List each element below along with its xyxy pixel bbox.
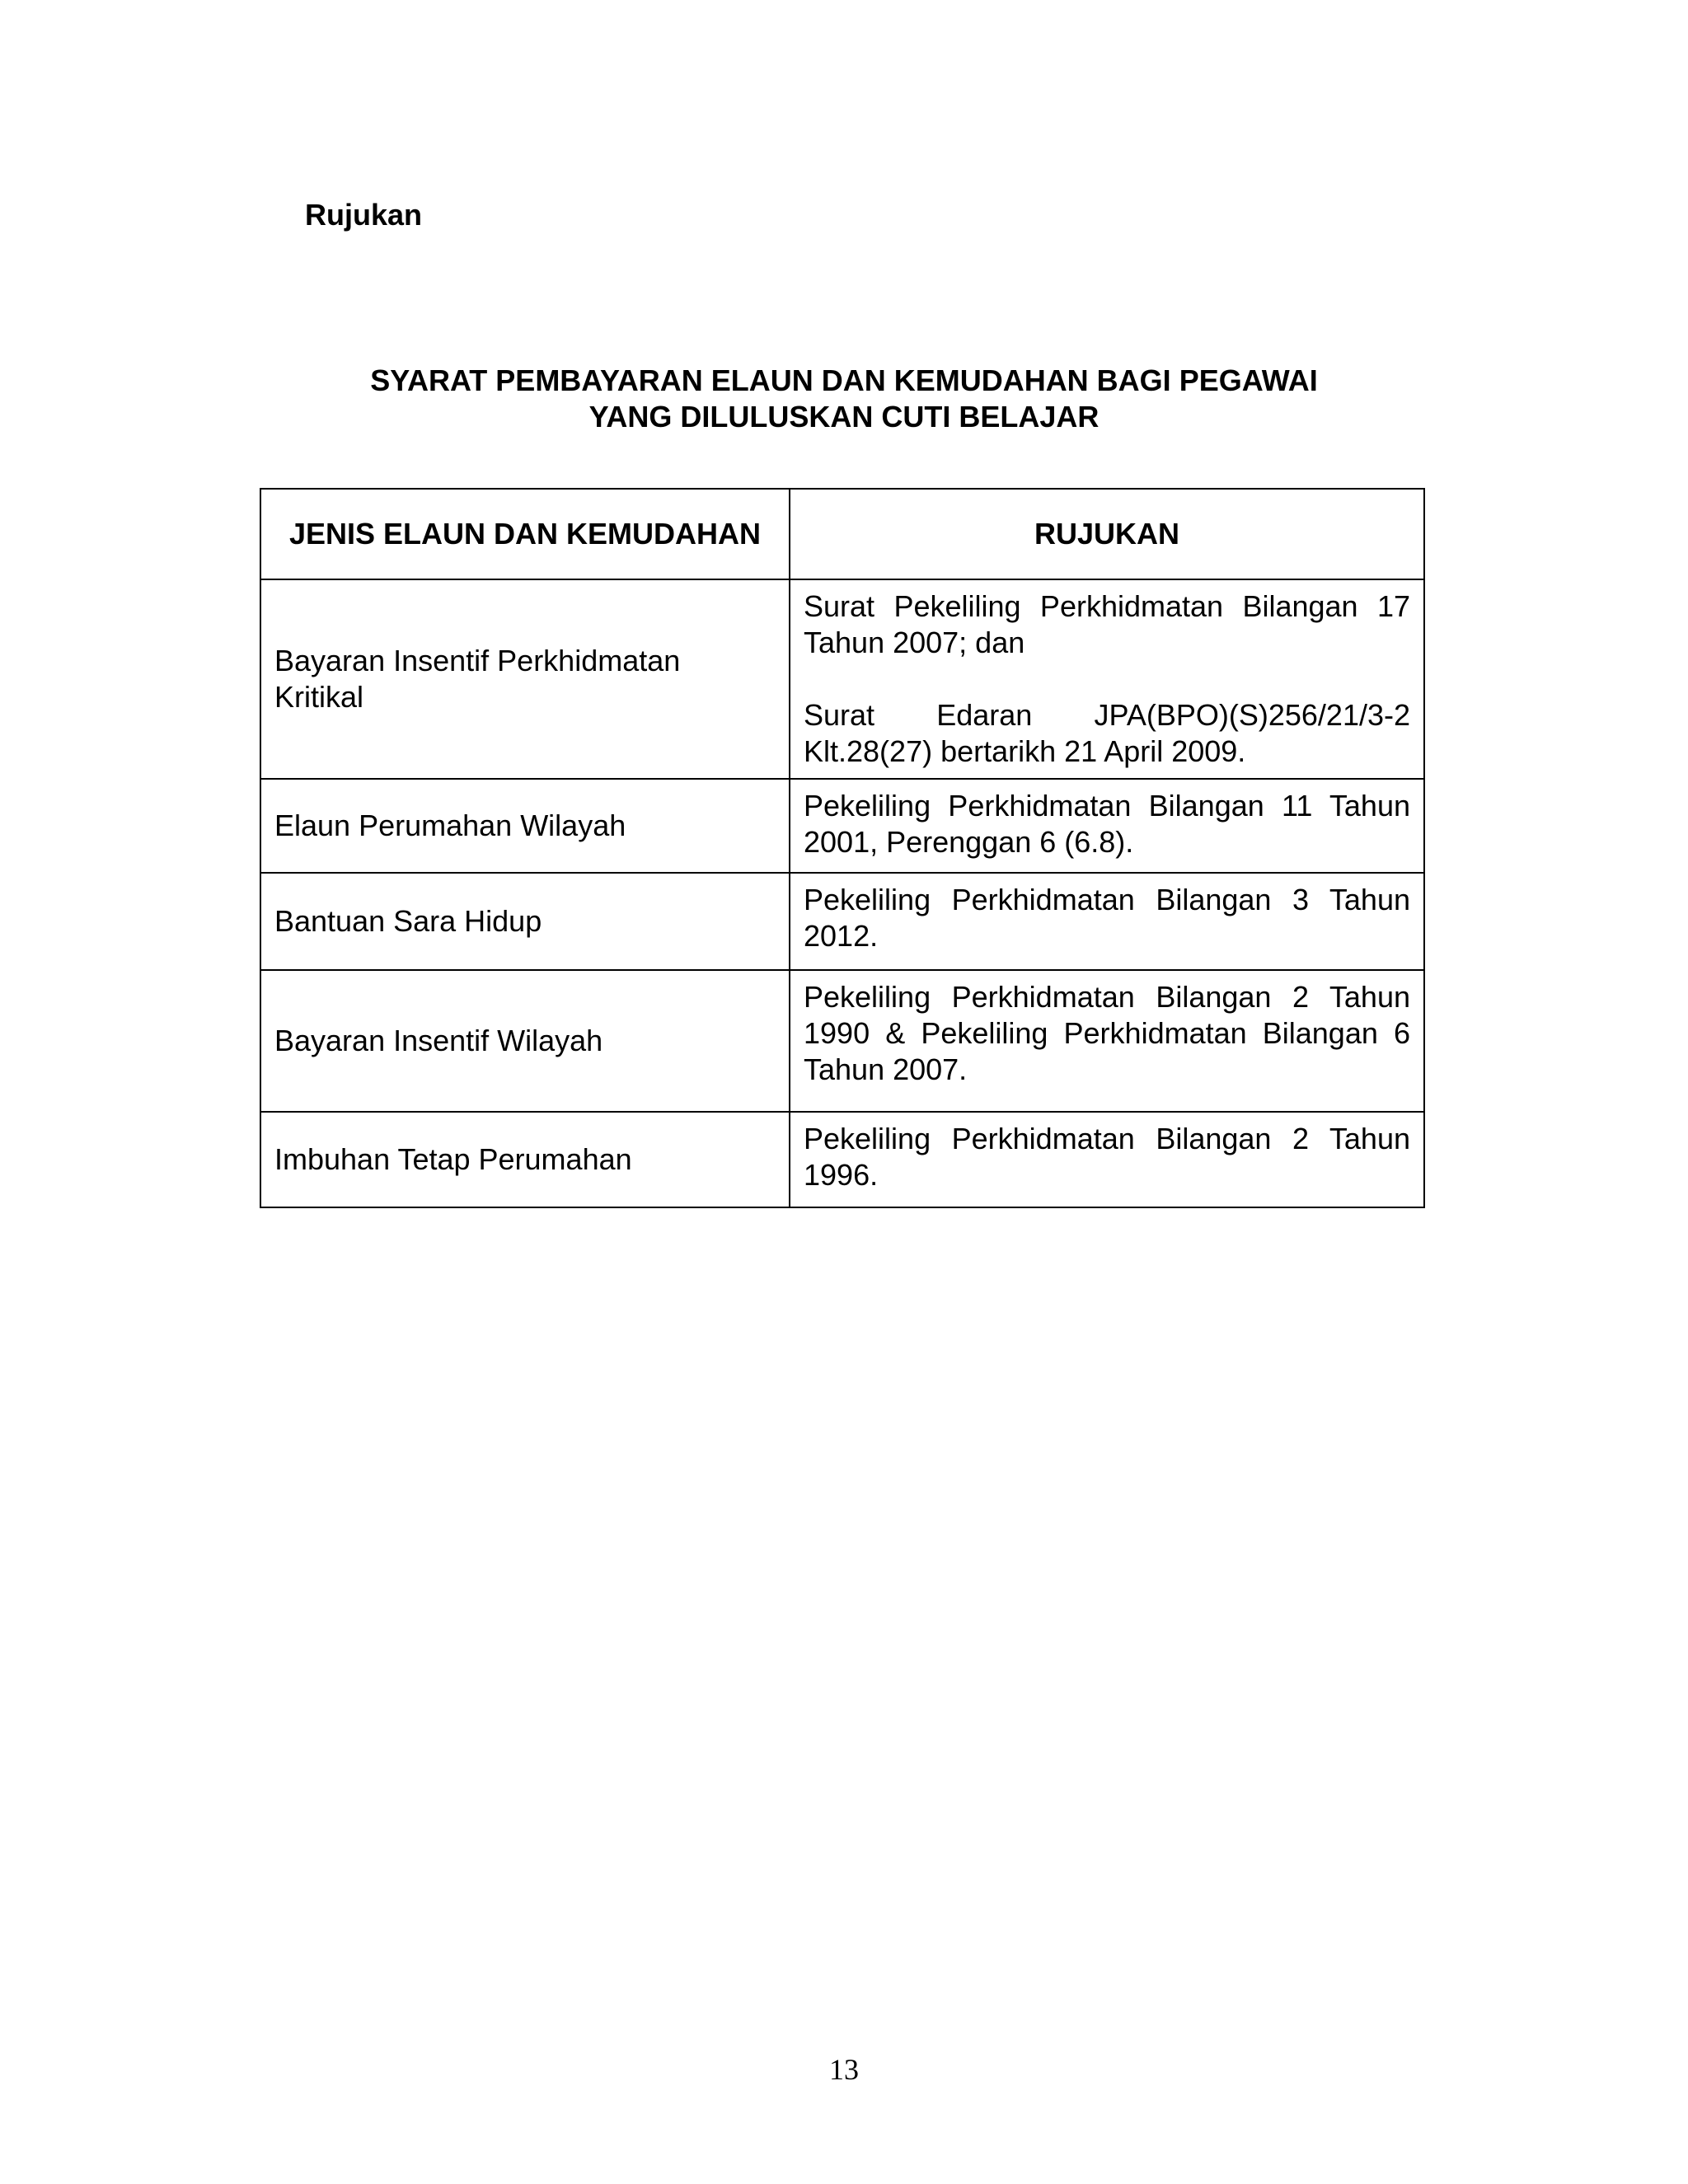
allowance-type-cell: Elaun Perumahan Wilayah — [260, 779, 790, 873]
allowance-reference-table — [260, 488, 1425, 1208]
document-title-line-2: YANG DILULUSKAN CUTI BELAJAR — [588, 400, 1100, 434]
allowance-type-cell: Imbuhan Tetap Perumahan — [260, 1112, 790, 1207]
table-row — [260, 970, 1424, 1112]
table-header-row — [260, 489, 1424, 579]
allowance-type-cell: Bayaran Insentif Perkhidmatan Kritikal — [260, 579, 790, 779]
reference-cell — [790, 873, 1424, 970]
reference-cell — [790, 1112, 1424, 1207]
document-title — [0, 363, 1688, 435]
column-header-reference: RUJUKAN — [790, 489, 1424, 579]
allowance-type-cell: Bantuan Sara Hidup — [260, 873, 790, 970]
reference-text: Pekeliling Perkhidmatan Bilangan 3 Tahun 2012. — [804, 883, 1410, 953]
table-row — [260, 779, 1424, 873]
reference-text: Surat Edaran JPA(BPO)(S)256/21/3-2 Klt.28(27) bertarikh 21 April 2009. — [804, 698, 1410, 768]
table-row — [260, 579, 1424, 779]
table-row — [260, 873, 1424, 970]
page-number: 13 — [829, 2053, 859, 2086]
section-label: Rujukan — [305, 198, 423, 232]
reference-cell — [790, 779, 1424, 873]
allowance-type-cell: Bayaran Insentif Wilayah — [260, 970, 790, 1112]
reference-text: Pekeliling Perkhidmatan Bilangan 11 Tahun 2001, Perenggan 6 (6.8). — [804, 789, 1410, 859]
reference-cell — [790, 579, 1424, 779]
column-header-allowance-type: JENIS ELAUN DAN KEMUDAHAN — [260, 489, 790, 579]
table-row — [260, 1112, 1424, 1207]
reference-cell — [790, 970, 1424, 1112]
document-title-line-1: SYARAT PEMBAYARAN ELAUN DAN KEMUDAHAN BAGI PEGAWAI — [370, 363, 1318, 397]
reference-text: Pekeliling Perkhidmatan Bilangan 2 Tahun 1996. — [804, 1122, 1410, 1192]
reference-text: Pekeliling Perkhidmatan Bilangan 2 Tahun 1990 & Pekeliling Perkhidmatan Bilangan 6 Tahun 2007. — [804, 980, 1410, 1086]
reference-text: Surat Pekeliling Perkhidmatan Bilangan 17 Tahun 2007; dan — [804, 589, 1410, 659]
